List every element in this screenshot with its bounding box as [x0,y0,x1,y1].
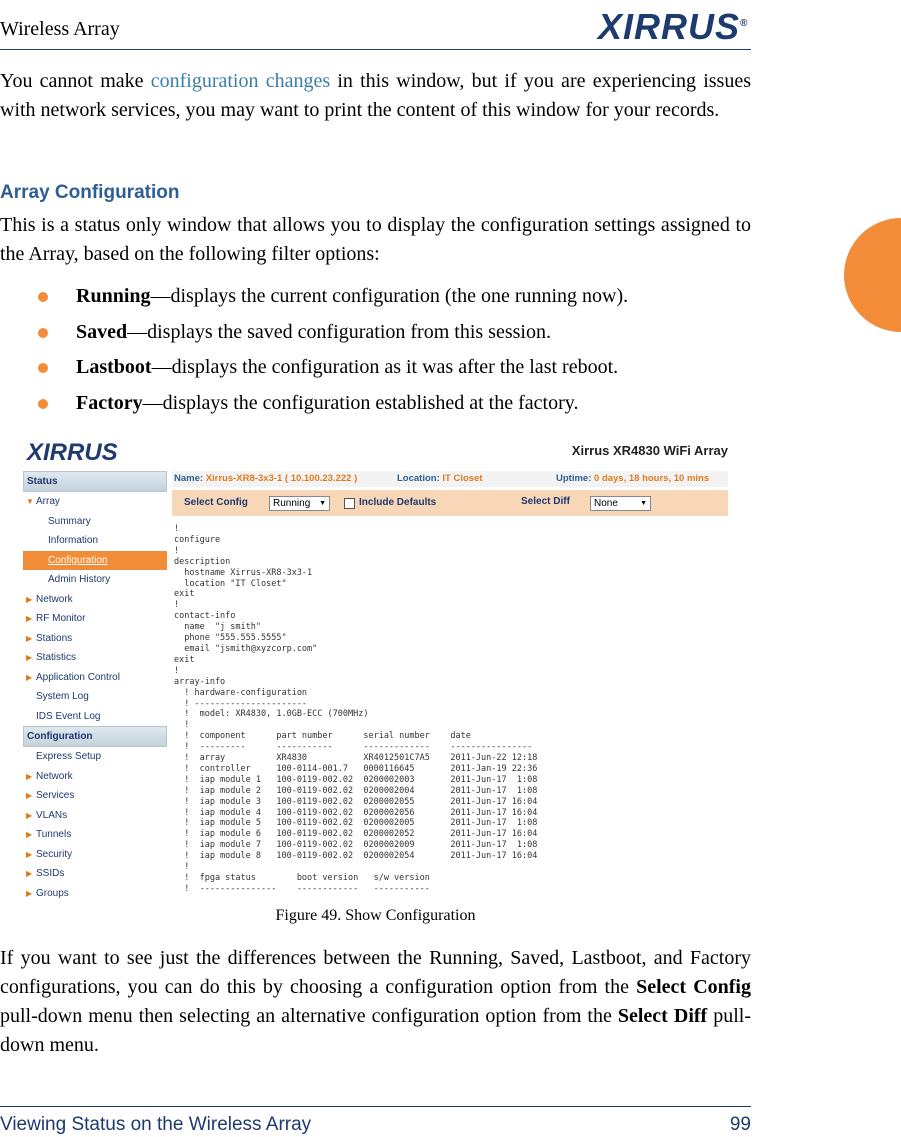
option-desc: —displays the current configuration (the one running now). [150,285,629,307]
expand-arrow-icon: ▶ [26,810,33,820]
sidebar-item-label: Statistics [36,652,77,663]
closing-paragraph [0,944,751,1060]
closing-text-pre: If you want to see just the differences between the Running, Saved, Lastboot, and Factory configurations, you can do this by choosing a configuration option from the [0,947,751,998]
include-defaults-label: Include Defaults [359,497,437,508]
sidebar-item-label: Array [36,496,60,507]
sidebar-item-services[interactable] [23,786,167,806]
option-term: Lastboot [76,356,152,378]
expand-arrow-icon: ▶ [26,594,33,604]
navigation-sidebar [23,471,167,898]
name-value: Xirrus-XR8-3x3-1 ( 10.100.23.222 ) [205,473,358,484]
main-panel [172,471,728,898]
sidebar-item-configuration[interactable] [23,551,167,571]
footer-section-title: Viewing Status on the Wireless Array [0,1114,312,1135]
list-item [0,389,751,425]
configuration-listing: ! configure ! description hostname Xirrus-XR8-3x3-1 location "IT Closet" exit ! contact-info name "j smith" phone "555.555.5555" email "jsmith@xyzcorp.com" exit ! array-info ! hardware-configuration ! ---------------------- ! model: XR4830, 1.0GB-ECC (700MHz) ! ! component part number serial number date ! --------- ----------- ------------- ---------------- ! array XR4830 XR4012501C7A5 2011-Jun-22 12:18 ! controller 100-0114-001.7 0000116645 2011-Jan-19 22:36 ! iap module 1 100-0119-002.02 0200002003 2011-Jun-17 1:08 ! iap module 2 100-0119-002.02 0200002004 2011-Jun-17 1:08 ! iap module 3 100-0119-002.02 0200002055 2011-Jun-17 16:04 ! iap module 4 100-0119-002.02 0200002056 2011-Jun-17 16:04 ! iap module 5 100-0119-002.02 0200002005 2011-Jun-17 1:08 ! iap module 6 100-0119-002.02 0200002052 2011-Jun-17 16:04 ! iap module 7 100-0119-002.02 0200002009 2011-Jun-17 1:08 ! iap module 8 100-0119-002.02 0200002054 2011-Jun-17 16:04 ! ! fpga status boot version s/w version ! --------------- ------------ ----------- [174,524,538,894]
select-diff-label: Select Diff [521,496,570,507]
sidebar-item-label: Services [36,790,75,801]
sidebar-item-summary[interactable] [23,512,167,532]
list-item [0,282,751,318]
chevron-down-icon: ▼ [319,500,326,507]
intro-text-pre: You cannot make [0,70,151,92]
expand-arrow-icon: ▶ [26,830,33,839]
configuration-items [23,747,167,898]
sidebar-item-vlans[interactable] [23,806,167,826]
filter-controls-bar [172,490,728,516]
bullet-icon [38,328,48,338]
header-rule [0,49,751,50]
sidebar-item-label: Admin History [48,574,111,585]
select-config-label: Select Config [184,497,248,508]
sidebar-item-stations[interactable] [23,629,167,649]
sidebar-item-network[interactable] [23,767,167,787]
select-diff-dropdown[interactable] [590,496,651,511]
select-config-dropdown[interactable] [269,496,330,511]
option-desc: —displays the saved configuration from this session. [127,320,551,343]
show-configuration-screenshot [23,437,728,898]
expand-arrow-icon: ▶ [26,614,33,623]
array-info-bar [172,471,728,487]
closing-text-post: pull-down menu. [0,1005,752,1056]
bullet-icon [38,399,48,409]
filter-options-list [0,282,751,424]
expand-arrow-icon: ▶ [26,653,33,662]
option-desc: —displays the configuration as it was after the last reboot. [151,356,619,378]
configuration-changes-link[interactable]: configuration changes [150,70,331,92]
sidebar-item-label: Summary [48,515,91,527]
sidebar-item-label: Security [36,848,73,860]
sidebar-item-express-setup[interactable] [23,747,167,767]
list-item [0,353,751,389]
sidebar-item-label: Stations [36,632,73,644]
section-heading: Array Configuration [0,182,180,203]
select-diff-term: Select Diff [617,1005,708,1027]
intro-paragraph [0,67,751,125]
select-config-term: Select Config [636,976,751,998]
option-term: Factory [76,391,143,414]
sidebar-item-information[interactable] [23,531,167,551]
screenshot-logo: XIRRUS [27,439,118,466]
bullet-icon [38,363,48,373]
sidebar-item-label: Network [36,770,73,782]
option-term: Running [76,285,151,307]
option-desc: —displays the configuration established at the factory. [142,391,579,414]
expand-arrow-icon: ▼ [26,497,34,506]
intro-text-post: in this window, but if you are experiencing issues with network services, you may want to print the content of this window for your records. [0,70,751,121]
logo-text: XIRRUS [598,6,741,47]
sidebar-item-system-log[interactable] [23,687,167,707]
uptime-label: Uptime: [556,473,592,484]
location-value: IT Closet [442,473,483,484]
sidebar-item-application-control[interactable] [23,668,167,688]
registered-mark: ® [740,18,749,29]
sidebar-item-label: SSIDs [36,868,65,879]
sidebar-item-network[interactable] [23,590,167,610]
expand-arrow-icon: ▶ [26,672,33,682]
sidebar-item-admin-history[interactable] [23,570,167,590]
select-config-value: Running [273,498,311,509]
uptime-group [556,471,709,487]
expand-arrow-icon: ▶ [26,791,33,800]
sidebar-item-label: System Log [36,691,89,702]
uptime-value: 0 days, 18 hours, 10 mins [594,473,710,484]
select-diff-value: None [594,498,618,509]
sidebar-item-rf-monitor[interactable] [23,609,167,629]
sidebar-section-status[interactable]: Status [23,471,167,492]
chevron-down-icon: ▼ [640,500,647,507]
status-items [23,492,167,726]
sidebar-item-groups[interactable] [23,884,167,899]
location-group [397,471,483,487]
option-term: Saved [76,320,128,343]
xirrus-logo [598,6,748,48]
sidebar-item-ssids[interactable] [23,864,167,884]
sidebar-item-security[interactable] [23,845,167,865]
running-header-title: Wireless Array [0,18,120,40]
expand-arrow-icon: ▶ [26,771,33,781]
expand-arrow-icon: ▶ [26,849,33,859]
product-title: Xirrus XR4830 WiFi Array [571,443,728,458]
footer-rule [0,1106,751,1107]
list-item [0,318,751,354]
sidebar-item-label: Tunnels [36,829,72,840]
location-label: Location: [397,473,440,484]
closing-text-mid: pull-down menu then selecting an alternative configuration option from the [0,1005,618,1027]
sidebar-item-ids-event-log[interactable] [23,707,167,727]
expand-arrow-icon: ▶ [26,869,33,878]
sidebar-item-array[interactable] [23,492,167,512]
page-number: 99 [729,1114,751,1135]
expand-arrow-icon: ▶ [26,633,33,643]
sidebar-item-label: Express Setup [36,751,102,762]
expand-arrow-icon: ▶ [26,888,33,898]
sidebar-item-label: Groups [36,887,69,898]
sidebar-item-statistics[interactable] [23,648,167,668]
sidebar-item-label: Network [36,593,73,605]
figure-caption: Figure 49. Show Configuration [275,907,476,924]
sidebar-item-label: IDS Event Log [36,710,101,722]
sidebar-item-label: RF Monitor [36,613,86,624]
section-body: This is a status only window that allows you to display the configuration settings assigned to the Array, based on the following filter options: [0,214,751,265]
sidebar-item-label: Information [48,535,99,546]
bullet-icon [38,292,48,302]
sidebar-item-label: VLANs [36,809,68,821]
sidebar-item-label: Configuration [48,554,108,566]
sidebar-item-label: Application Control [36,671,120,683]
sidebar-section-configuration[interactable]: Configuration [23,726,167,747]
name-label: Name: [174,473,204,484]
include-defaults-checkbox[interactable] [344,498,355,509]
chapter-tab-marker [844,218,901,332]
sidebar-item-tunnels[interactable] [23,825,167,845]
